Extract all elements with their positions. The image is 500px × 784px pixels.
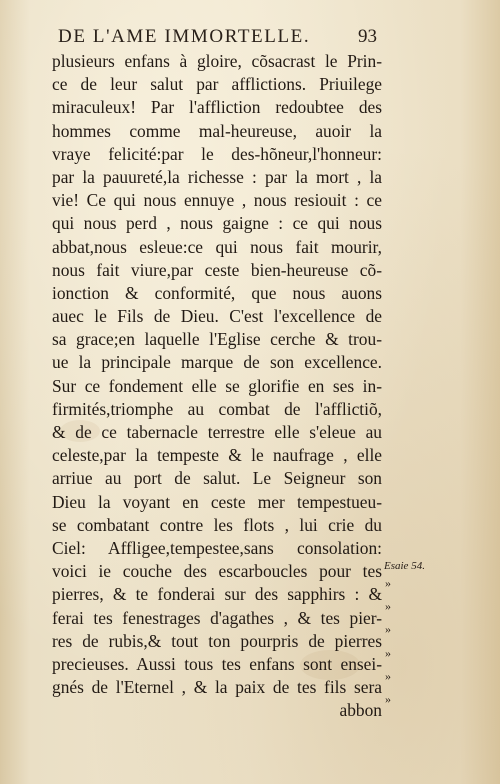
body-text: [52, 50, 382, 722]
text-line: gnés de l'Eternel , & la paix de tes fils sera: [52, 677, 382, 698]
text-line: res de rubis,& tout ton pourpris de pierres: [52, 630, 382, 651]
quote-mark: »: [385, 576, 391, 590]
text-line: vie! Ce qui nous ennuye , nous resiouit : ce: [52, 190, 382, 211]
text-line: qui nous perd , nous gaigne : ce qui nous: [52, 213, 382, 234]
running-title: DE L'AME IMMORTELLE.: [58, 26, 311, 47]
text-line: par la pauureté,la richesse : par la mort , la: [52, 166, 382, 187]
text-line: Dieu la voyant en ceste mer tempestueu-: [52, 491, 382, 512]
text-line: vraye felicité:par le des-hõneur,l'honneur:: [52, 143, 382, 164]
quote-mark: »: [385, 691, 391, 706]
text-line: ferai tes fenestrages d'agathes , & tes pier-: [52, 607, 382, 628]
quote-mark: »: [385, 599, 391, 614]
text-line: ce de leur salut par afflictions. Priuilege: [52, 74, 382, 95]
text-line: & de ce tabernacle terrestre elle s'eleue au: [52, 422, 382, 442]
text-line: miraculeux! Par l'affliction redoubtee des: [52, 97, 382, 118]
text-line: ue la principale marque de son excellence.: [52, 352, 382, 373]
margin-note: Esaie 54.: [384, 560, 425, 572]
text-line: arriue au port de salut. Le Seigneur son: [52, 468, 382, 489]
page-number: 93: [358, 26, 377, 47]
quote-mark: »: [385, 668, 391, 683]
text-line: Ciel: Affligee,tempestee,sans consolation:: [52, 537, 382, 558]
text-line: nous fait viure,par ceste bien-heureuse cõ-: [52, 259, 382, 280]
text-line: precieuses. Aussi tous tes enfans sont ensei-: [52, 653, 382, 674]
text-line: auec le Fils de Dieu. C'est l'excellence de: [52, 306, 382, 327]
text-line: firmités,triomphe au combat de l'afflictiõ,: [52, 398, 382, 419]
quote-marks-column: [385, 572, 405, 711]
text-line: plusieurs enfans à gloire, cõsacrast le Prin-: [52, 51, 382, 71]
text-line: sa grace;en laquelle l'Eglise cerche & trou-: [52, 329, 382, 350]
text-line: pierres, & te fonderai sur des sapphirs : &: [52, 584, 382, 605]
quote-mark: »: [385, 645, 391, 660]
text-line: abbat,nous esleue:ce qui nous fait mourir,: [52, 236, 382, 257]
text-line: ionction & conformité, que nous auons: [52, 282, 382, 303]
text-line: Sur ce fondement elle se glorifie en ses in-: [52, 375, 382, 396]
text-line: voici ie couche des escarboucles pour tes: [52, 561, 382, 582]
page-header: [0, 26, 500, 52]
text-line: se combatant contre les flots , lui crie du: [52, 514, 382, 535]
catchword: abbon: [339, 700, 382, 721]
text-line: hommes comme mal-heureuse, auoir la: [52, 120, 382, 141]
quote-mark: »: [385, 622, 391, 637]
text-line: celeste,par la tempeste & le naufrage , elle: [52, 445, 382, 466]
